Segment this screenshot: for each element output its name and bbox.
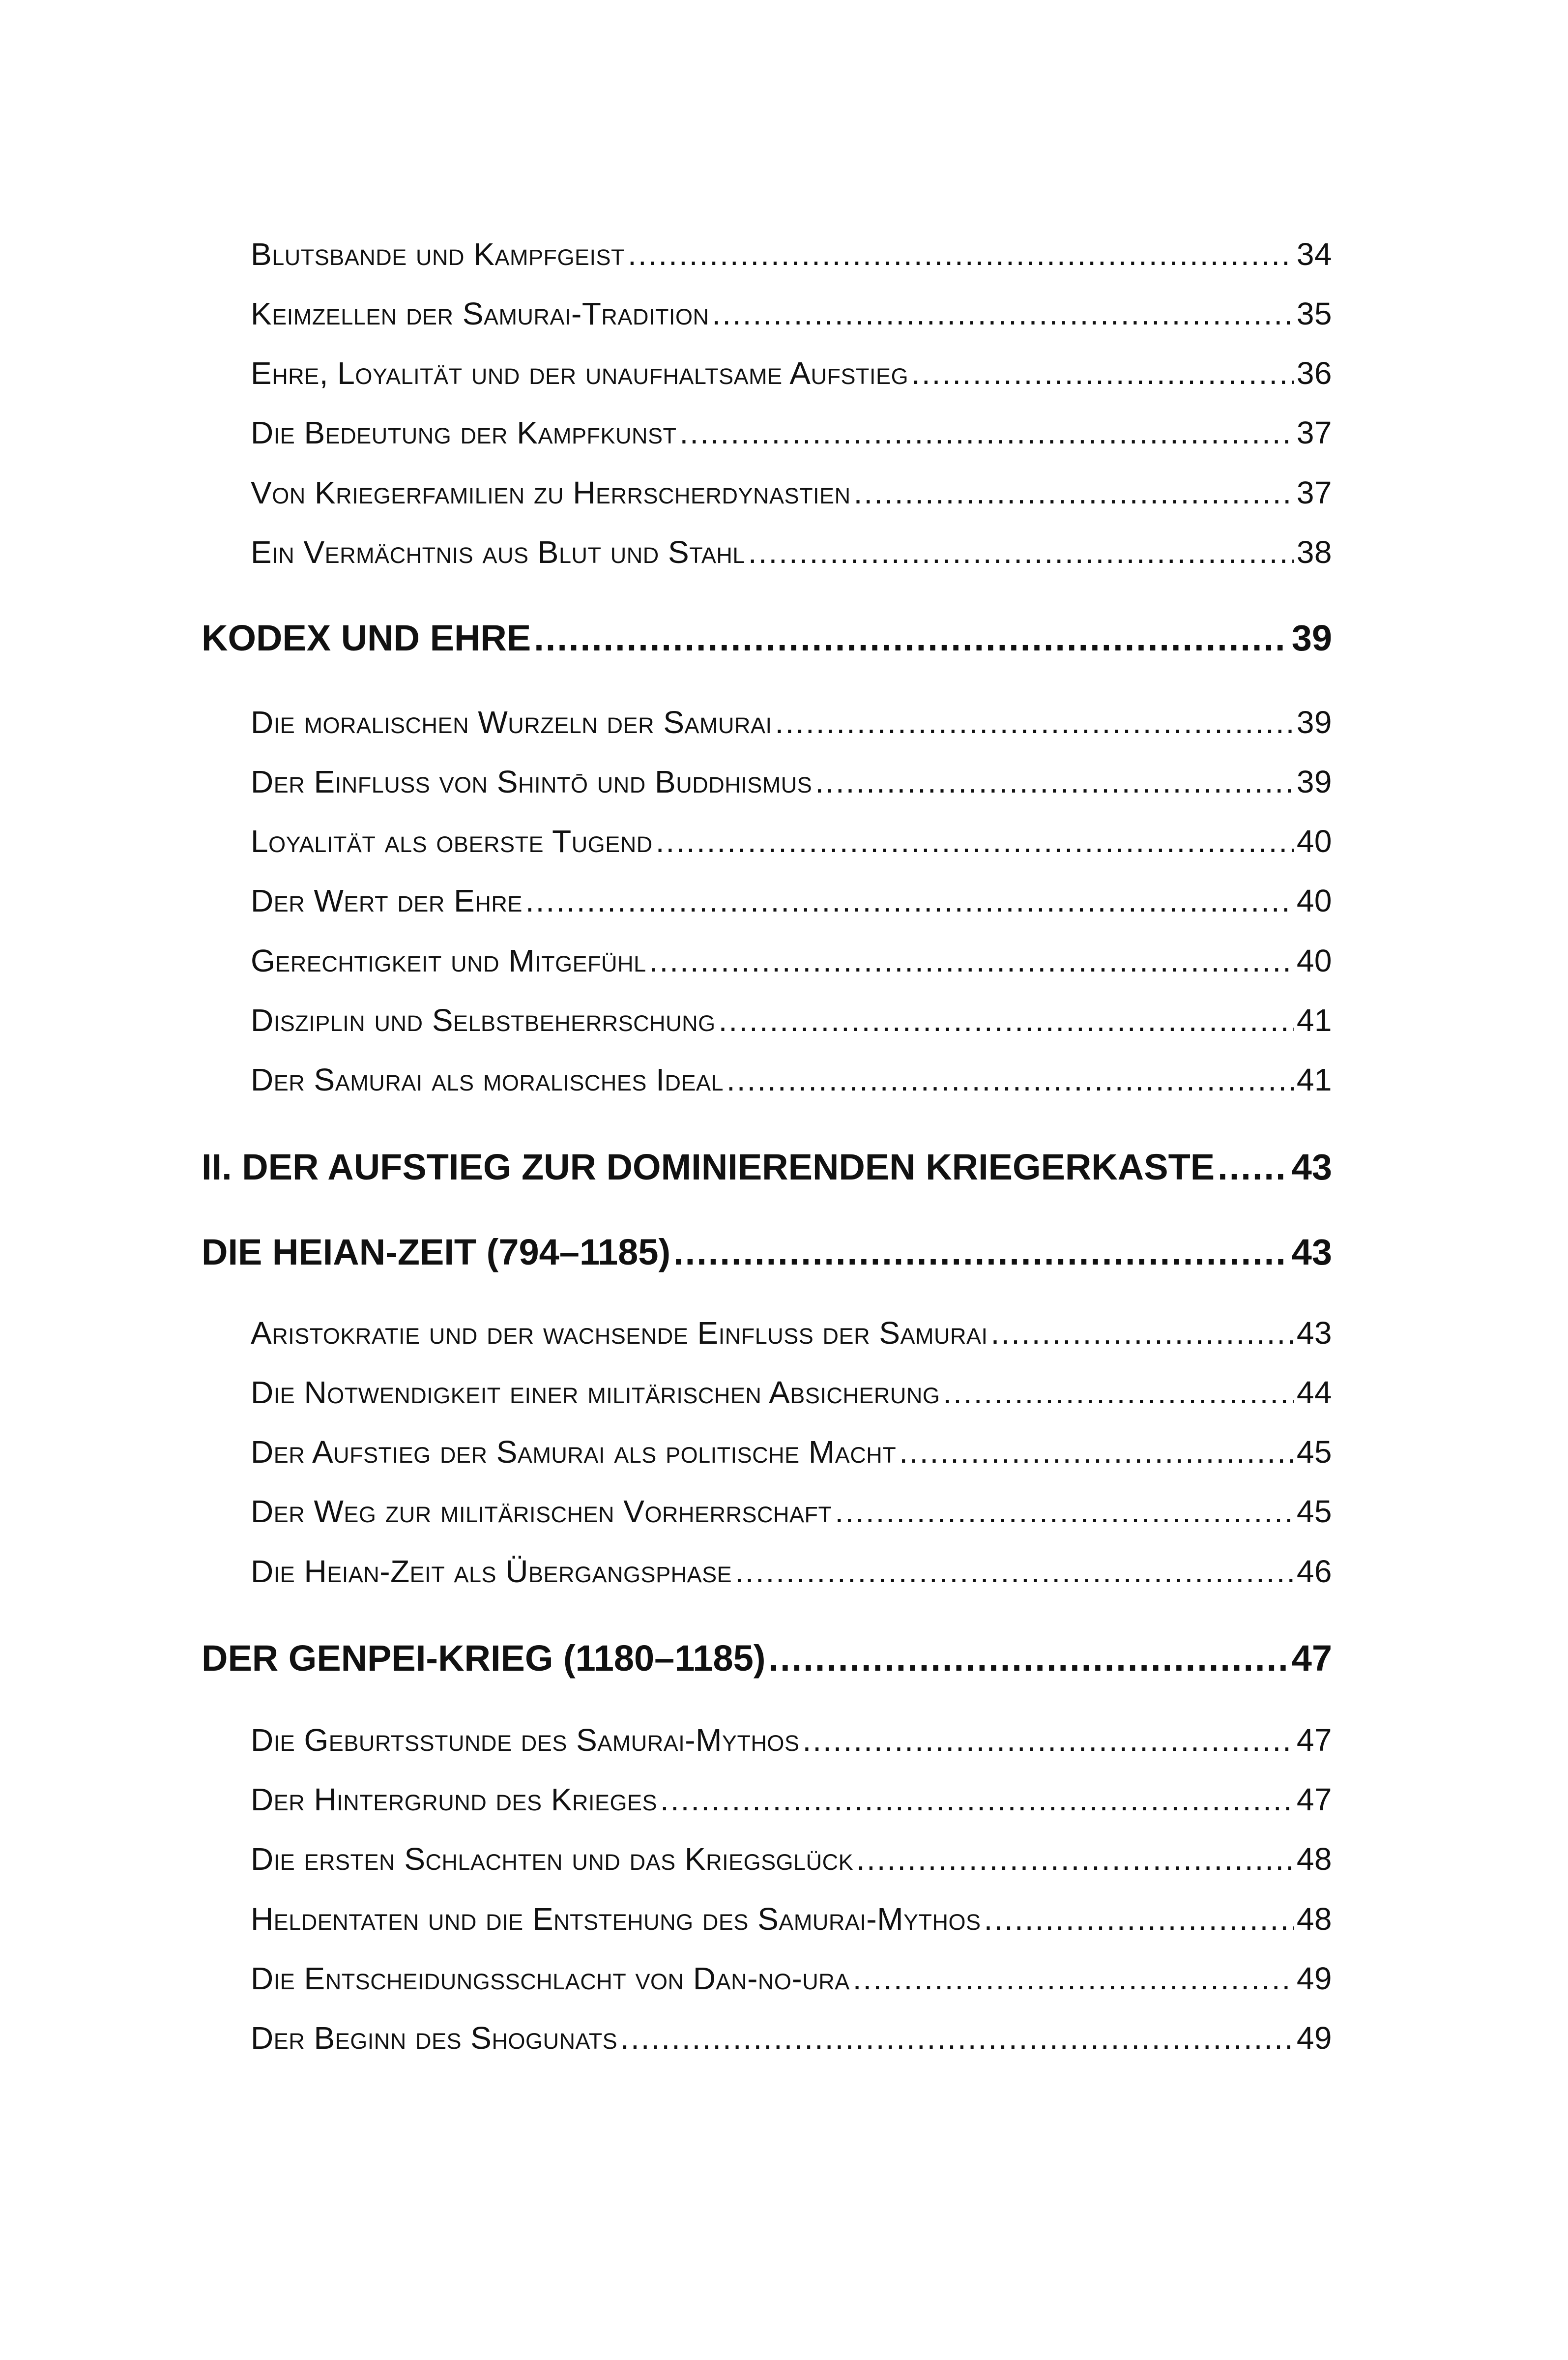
toc-entry[interactable]: [251, 764, 1332, 800]
dot-leader: [899, 1434, 1294, 1470]
toc-chapter[interactable]: [202, 617, 1332, 659]
toc-chapter-page: 43: [1291, 1232, 1332, 1272]
toc-entry[interactable]: [251, 414, 1332, 451]
dot-leader: [854, 474, 1294, 511]
dot-leader: [853, 1960, 1294, 1997]
toc-entry-page: 34: [1296, 236, 1332, 272]
toc-entry-title: Loyalität als oberste Tugend: [251, 824, 653, 859]
toc-entry-title: Die Bedeutung der Kampfkunst: [251, 415, 677, 450]
toc-entry[interactable]: [251, 1553, 1332, 1590]
dot-leader: [1218, 1146, 1289, 1188]
toc-entry-page: 45: [1296, 1494, 1332, 1529]
toc-entry-title: Der Samurai als moralisches Ideal: [251, 1062, 724, 1097]
dot-leader: [726, 1062, 1294, 1098]
toc-entry-title: Blutsbande und Kampfgeist: [251, 236, 625, 272]
toc-entry-title: Die Notwendigkeit einer militärischen Absicherung: [251, 1375, 940, 1410]
toc-entry-title: Der Beginn des Shogunats: [251, 2020, 618, 2056]
toc-entry-title: Der Hintergrund des Krieges: [251, 1782, 658, 1817]
toc-entry[interactable]: [251, 1493, 1332, 1530]
dot-leader: [712, 295, 1293, 332]
toc-entry[interactable]: [251, 1841, 1332, 1877]
dot-leader: [748, 534, 1294, 570]
dot-leader: [835, 1493, 1294, 1530]
toc-entry-title: Die Entscheidungsschlacht von Dan-no-ura: [251, 1961, 850, 1996]
toc-entry-page: 49: [1296, 2020, 1332, 2056]
toc-entry[interactable]: [251, 1315, 1332, 1351]
toc-entry-title: Die Geburtsstunde des Samurai-Mythos: [251, 1722, 800, 1758]
toc-entry[interactable]: [251, 1722, 1332, 1758]
toc-entry[interactable]: [251, 474, 1332, 511]
toc-entry[interactable]: [251, 823, 1332, 859]
toc-entry[interactable]: [251, 355, 1332, 391]
toc-entry-page: 36: [1296, 355, 1332, 391]
toc-entry[interactable]: [251, 883, 1332, 919]
dot-leader: [802, 1722, 1293, 1758]
dot-leader: [680, 414, 1294, 451]
toc-chapter-page: 47: [1291, 1638, 1332, 1679]
toc-entry[interactable]: [251, 1960, 1332, 1997]
dot-leader: [775, 704, 1294, 740]
toc-entry-title: Ein Vermächtnis aus Blut und Stahl: [251, 534, 745, 570]
toc-chapter-title: DIE HEIAN-ZEIT (794–1185): [202, 1232, 671, 1272]
dot-leader: [735, 1553, 1294, 1590]
dot-leader: [943, 1374, 1293, 1411]
dot-leader: [911, 355, 1294, 391]
dot-leader: [620, 2020, 1294, 2056]
toc-entry-page: 39: [1296, 764, 1332, 799]
toc-entry-title: Keimzellen der Samurai-Tradition: [251, 296, 709, 331]
toc-entry-page: 41: [1296, 1062, 1332, 1097]
dot-leader: [769, 1637, 1289, 1679]
toc-entry-page: 39: [1296, 705, 1332, 740]
toc-entry-page: 47: [1296, 1782, 1332, 1817]
toc-entry[interactable]: [251, 1901, 1332, 1937]
toc-entry-title: Der Einfluss von Shintō und Buddhismus: [251, 764, 813, 799]
toc-entry-page: 41: [1296, 1003, 1332, 1038]
toc-entry[interactable]: [251, 1062, 1332, 1098]
toc-entry-title: Der Wert der Ehre: [251, 883, 523, 918]
toc-entry[interactable]: [251, 1002, 1332, 1038]
dot-leader: [628, 236, 1294, 272]
toc-entry-page: 38: [1296, 534, 1332, 570]
toc-entry[interactable]: [251, 2020, 1332, 2056]
toc-entry-page: 48: [1296, 1841, 1332, 1877]
dot-leader: [856, 1841, 1294, 1877]
toc-chapter[interactable]: [202, 1146, 1332, 1188]
toc-entry-page: 40: [1296, 883, 1332, 918]
toc-entry-title: Der Aufstieg der Samurai als politische Macht: [251, 1434, 897, 1470]
toc-entry[interactable]: [251, 534, 1332, 570]
toc-entry-page: 48: [1296, 1901, 1332, 1937]
toc-entry[interactable]: [251, 236, 1332, 272]
dot-leader: [719, 1002, 1294, 1038]
toc-entry-page: 45: [1296, 1434, 1332, 1470]
toc-entry-page: 40: [1296, 943, 1332, 978]
dot-leader: [534, 617, 1288, 659]
dot-leader: [991, 1315, 1294, 1351]
toc-entry-title: Von Kriegerfamilien zu Herrscherdynastien: [251, 475, 851, 510]
dot-leader: [660, 1781, 1294, 1818]
toc-entry[interactable]: [251, 1434, 1332, 1470]
toc-chapter-title: DER GENPEI-KRIEG (1180–1185): [202, 1638, 766, 1679]
dot-leader: [673, 1231, 1289, 1273]
toc-entry-title: Der Weg zur militärischen Vorherrschaft: [251, 1494, 832, 1529]
toc-entry-title: Disziplin und Selbstbeherrschung: [251, 1003, 716, 1038]
toc-chapter[interactable]: [202, 1637, 1332, 1679]
toc-entry[interactable]: [251, 1374, 1332, 1411]
toc-entry-title: Aristokratie und der wachsende Einfluss der Samurai: [251, 1315, 988, 1351]
toc-entry-page: 40: [1296, 824, 1332, 859]
toc-entry-title: Die moralischen Wurzeln der Samurai: [251, 705, 772, 740]
toc-entry-title: Die Heian-Zeit als Übergangsphase: [251, 1554, 732, 1589]
toc-entry[interactable]: [251, 295, 1332, 332]
toc-entry-page: 37: [1296, 415, 1332, 450]
dot-leader: [649, 943, 1294, 979]
toc-entry-page: 35: [1296, 296, 1332, 331]
toc-entry[interactable]: [251, 1781, 1332, 1818]
toc-chapter-title: II. DER AUFSTIEG ZUR DOMINIERENDEN KRIEGERKASTE: [202, 1147, 1215, 1187]
toc-entry-page: 46: [1296, 1554, 1332, 1589]
dot-leader: [525, 883, 1294, 919]
toc-chapter[interactable]: [202, 1231, 1332, 1273]
toc-entry-title: Ehre, Loyalität und der unaufhaltsame Aufstieg: [251, 355, 909, 391]
toc-entry-page: 44: [1296, 1375, 1332, 1410]
toc-entry-page: 43: [1296, 1315, 1332, 1351]
toc-entry-title: Die ersten Schlachten und das Kriegsglück: [251, 1841, 854, 1877]
toc-entry[interactable]: [251, 704, 1332, 740]
dot-leader: [656, 823, 1294, 859]
toc-entry-title: Gerechtigkeit und Mitgefühl: [251, 943, 646, 978]
toc-entry-page: 47: [1296, 1722, 1332, 1758]
toc-entry-page: 37: [1296, 475, 1332, 510]
toc-entry[interactable]: [251, 943, 1332, 979]
toc-chapter-page: 39: [1291, 618, 1332, 658]
toc-chapter-page: 43: [1291, 1147, 1332, 1187]
dot-leader: [815, 764, 1294, 800]
toc-chapter-title: KODEX UND EHRE: [202, 618, 531, 658]
toc-entry-page: 49: [1296, 1961, 1332, 1996]
dot-leader: [984, 1901, 1294, 1937]
toc-entry-title: Heldentaten und die Entstehung des Samurai-Mythos: [251, 1901, 981, 1937]
